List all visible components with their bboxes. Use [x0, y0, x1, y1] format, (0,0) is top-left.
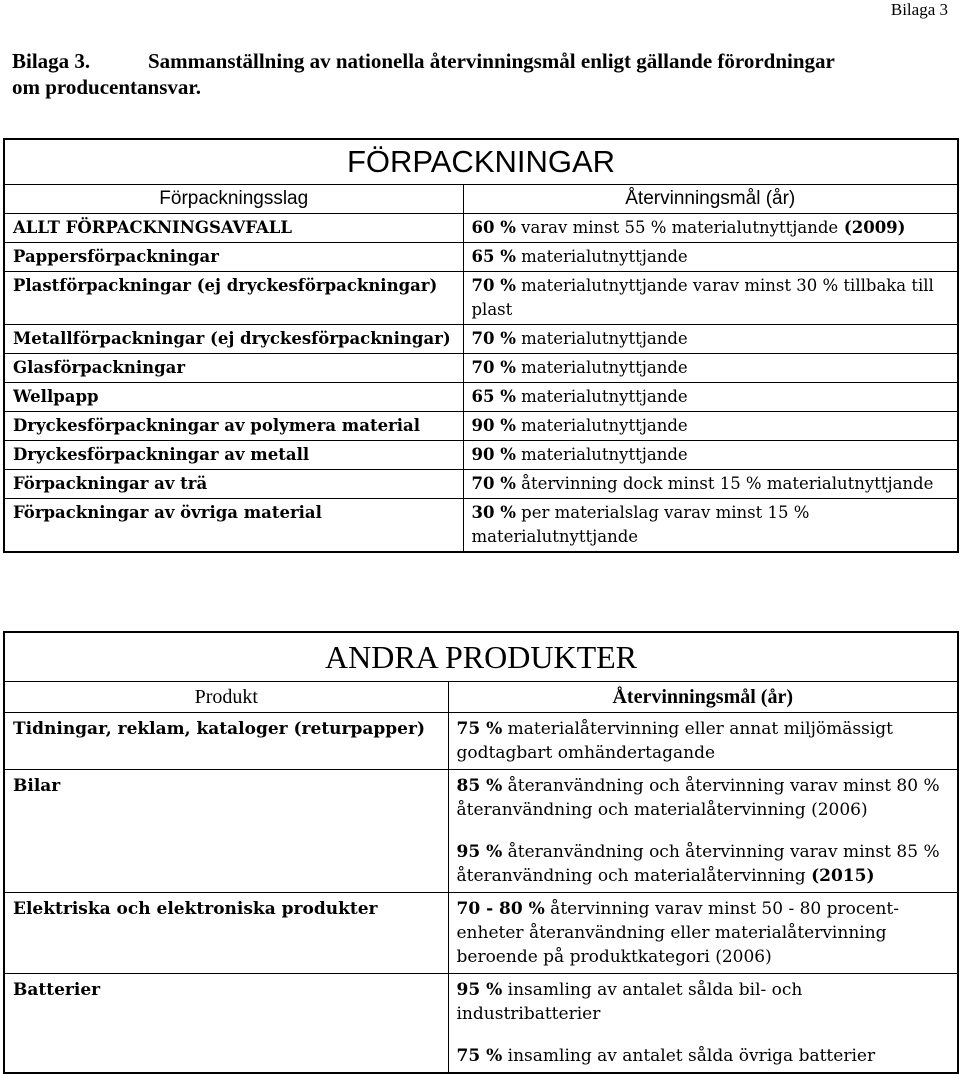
packaging-goal — [463, 354, 958, 383]
other-col-goal: Återvinningsmål (år) — [448, 682, 958, 713]
goal-year: (2015) — [811, 866, 875, 886]
product-goal — [448, 893, 958, 974]
product-name: Tidningar, reklam, kataloger (returpapper) — [4, 713, 448, 770]
goal-text: materialutnyttjande — [515, 247, 688, 266]
packaging-type: Plastförpackningar (ej dryckesförpackningar) — [4, 272, 463, 325]
goal-text: materialutnyttjande — [515, 445, 688, 464]
goal-percent: 75 % — [456, 719, 503, 739]
packaging-goal — [463, 325, 958, 354]
goal-text: materialåtervinning eller annat miljömässigt godtagbart omhändertagande — [456, 719, 893, 763]
other-products-table — [3, 631, 959, 1074]
goal-percent: 70 % — [471, 474, 516, 493]
goal-text: återvinning varav minst 50 - 80 procent-enheter återanvändning eller materialåtervinning beroende på produktkategori (2006) — [456, 899, 899, 967]
packaging-goal — [463, 412, 958, 441]
goal-line — [457, 978, 950, 1026]
packaging-goal — [463, 214, 958, 243]
packaging-type: Wellpapp — [4, 383, 463, 412]
goal-percent: 95 % — [456, 980, 503, 1000]
packaging-type: Dryckesförpackningar av metall — [4, 441, 463, 470]
goal-text: per materialslag varav minst 15 % materialutnyttjande — [471, 503, 810, 546]
table-row — [4, 325, 958, 354]
table-row — [4, 441, 958, 470]
table-row — [4, 243, 958, 272]
packaging-goal — [463, 243, 958, 272]
goal-text: insamling av antalet sålda övriga batterier — [502, 1046, 876, 1066]
table-row — [4, 272, 958, 325]
packaging-type: Dryckesförpackningar av polymera material — [4, 412, 463, 441]
packaging-type: ALLT FÖRPACKNINGSAVFALL — [4, 214, 463, 243]
goal-percent: 70 % — [471, 329, 516, 348]
goal-text: materialutnyttjande — [515, 329, 688, 348]
packaging-title: FÖRPACKNINGAR — [4, 139, 958, 185]
product-name: Elektriska och elektroniska produkter — [4, 893, 448, 974]
goal-percent: 85 % — [456, 776, 503, 796]
goal-line — [457, 774, 950, 822]
table-row — [4, 214, 958, 243]
goal-percent: 60 % — [471, 218, 516, 237]
goal-percent: 65 % — [471, 247, 516, 266]
packaging-goal — [463, 470, 958, 499]
packaging-goal — [463, 272, 958, 325]
goal-text: materialutnyttjande — [515, 416, 688, 435]
other-products-title: ANDRA PRODUKTER — [4, 632, 958, 682]
packaging-goal — [463, 383, 958, 412]
table-row — [4, 383, 958, 412]
goal-text: återanvändning och återvinning varav minst 85 % återanvändning och materialåtervinning — [456, 842, 940, 886]
product-name: Bilar — [4, 770, 448, 893]
goal-text: insamling av antalet sålda bil- och industribatterier — [456, 980, 803, 1024]
packaging-col-type: Förpackningsslag — [4, 185, 463, 214]
goal-percent: 75 % — [456, 1046, 503, 1066]
goal-year: (2009) — [838, 218, 906, 237]
goal-text: materialutnyttjande — [515, 358, 688, 377]
heading-line-2: om producentansvar. — [12, 75, 202, 99]
goal-text: materialutnyttjande varav minst 30 % tillbaka till plast — [471, 276, 934, 319]
table-row — [4, 354, 958, 383]
heading-line-1: Sammanställning av nationella återvinningsmål enligt gällande förordningar — [148, 49, 835, 73]
product-goal — [448, 974, 958, 1074]
document-heading — [12, 48, 942, 100]
goal-line — [457, 717, 950, 765]
goal-text: materialutnyttjande — [515, 387, 688, 406]
product-name: Batterier — [4, 974, 448, 1074]
goal-line — [457, 1044, 950, 1068]
table-row — [4, 412, 958, 441]
product-goal — [448, 770, 958, 893]
goal-percent: 30 % — [471, 503, 516, 522]
product-goal — [448, 713, 958, 770]
table-row — [4, 499, 958, 553]
goal-text: återvinning dock minst 15 % materialutnyttjande — [515, 474, 934, 493]
table-row — [4, 893, 958, 974]
goal-text: varav minst 55 % materialutnyttjande — [515, 218, 839, 237]
goal-percent: 70 - 80 % — [456, 899, 545, 919]
packaging-type: Förpackningar av övriga material — [4, 499, 463, 553]
table-row — [4, 713, 958, 770]
packaging-type: Förpackningar av trä — [4, 470, 463, 499]
packaging-goal — [463, 499, 958, 553]
table-row — [4, 470, 958, 499]
page-corner-label: Bilaga 3 — [890, 0, 948, 19]
goal-percent: 65 % — [471, 387, 516, 406]
appendix-number: Bilaga 3. — [12, 49, 91, 73]
table-row — [4, 974, 958, 1074]
packaging-type: Metallförpackningar (ej dryckesförpackningar) — [4, 325, 463, 354]
goal-text: återanvändning och återvinning varav minst 80 % återanvändning och materialåtervinning (2006) — [456, 776, 940, 820]
goal-line — [457, 840, 950, 888]
packaging-goal — [463, 441, 958, 470]
goal-line — [457, 897, 950, 969]
goal-percent: 90 % — [471, 416, 516, 435]
packaging-type: Glasförpackningar — [4, 354, 463, 383]
goal-percent: 70 % — [471, 276, 516, 295]
other-col-product: Produkt — [4, 682, 448, 713]
packaging-table — [3, 138, 959, 553]
packaging-col-goal: Återvinningsmål (år) — [463, 185, 958, 214]
goal-percent: 90 % — [471, 445, 516, 464]
table-row — [4, 770, 958, 893]
packaging-type: Pappersförpackningar — [4, 243, 463, 272]
goal-percent: 95 % — [456, 842, 503, 862]
goal-percent: 70 % — [471, 358, 516, 377]
